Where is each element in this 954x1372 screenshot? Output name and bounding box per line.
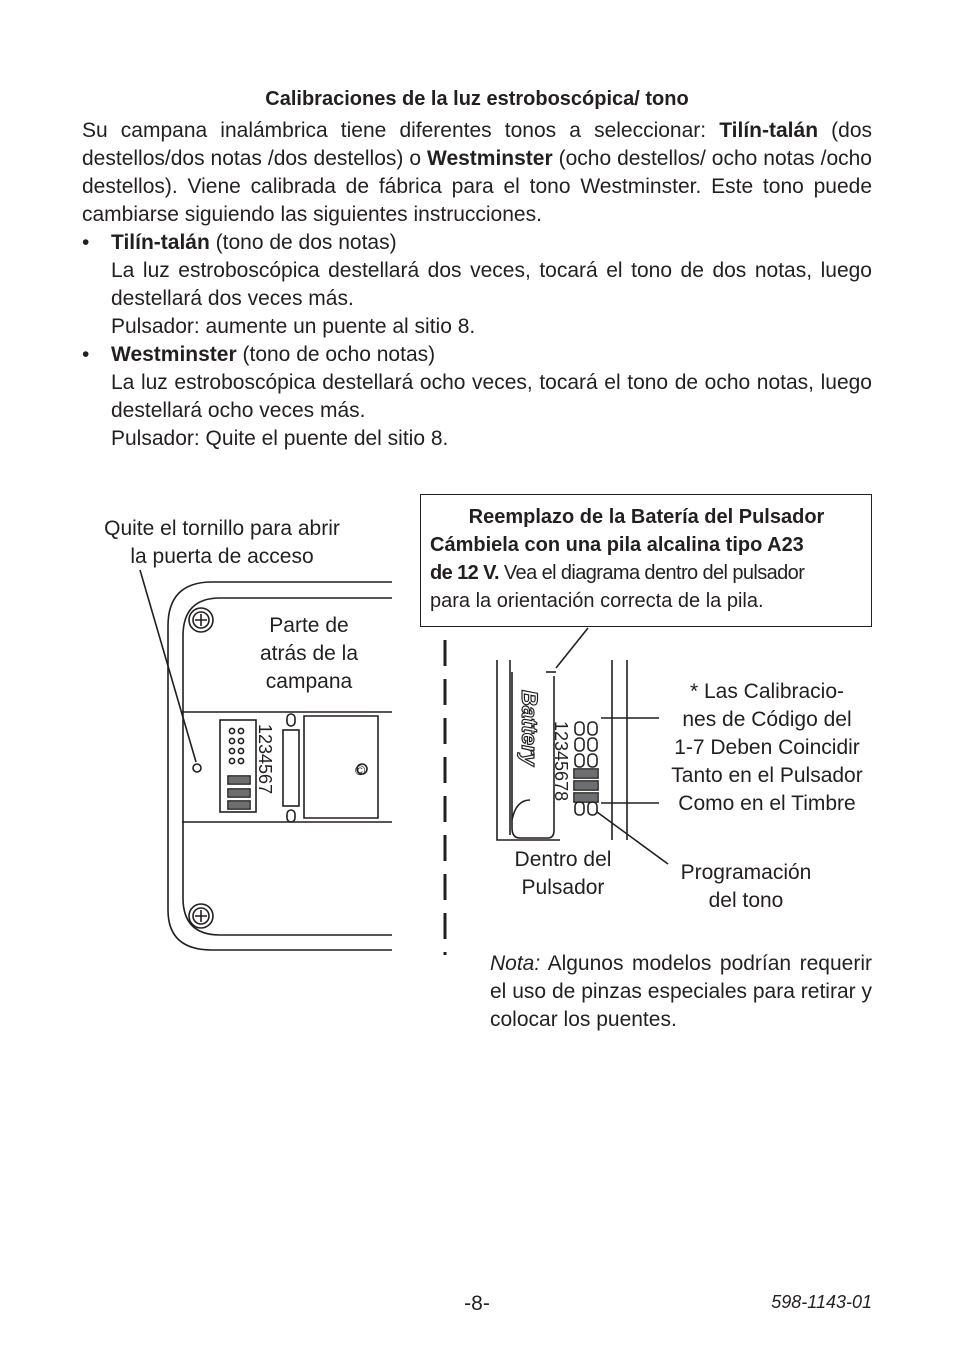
battery-box-title: Reemplazo de la Batería del Pulsador [468, 506, 825, 528]
note-text: Algunos modelos podrían requerir el uso de pinzas especiales para retirar y colocar los puentes. [490, 952, 872, 1031]
intro-bold-tilin: Tilín-talán [719, 119, 819, 142]
battery-replacement-box [420, 494, 872, 627]
section-heading: Calibraciones de la luz estroboscópica/ tono [265, 88, 689, 110]
bullet-marker: • [82, 231, 90, 254]
right-switch-numbers: 12345678 [551, 721, 571, 802]
screw-hole-icon [193, 764, 201, 772]
bullet-description: La luz estroboscópica destellará dos veces, tocará el tono de dos notas, luego destellará dos veces más. [111, 259, 872, 310]
bullet-instruction: Pulsador: aumente un puente al sitio 8. [111, 315, 476, 338]
intro-bold-westminster: Westminster [427, 147, 553, 170]
page-number: -8- [464, 1292, 490, 1315]
left-dip-switch [220, 720, 256, 812]
document-number: 598-1143-01 [771, 1292, 872, 1312]
bullet-marker: • [82, 343, 90, 366]
intro-text-2: (dos destellos/dos notas /dos destellos) o [82, 119, 872, 170]
code-settings-label: * Las Calibracio- nes de Código del 1-7 Deben Coincidir Tanto en el Pulsador Como en el Timbre [671, 680, 863, 815]
bullet-description: La luz estroboscópica destellará ocho veces, tocará el tono de ocho notas, luego destellará ocho veces más. [111, 371, 872, 422]
copyright-mark: © [355, 762, 366, 778]
bullet-title: Westminster [111, 343, 237, 366]
bullet-subtitle: (tono de dos notas) [209, 231, 397, 254]
note-label: Nota: [490, 952, 541, 975]
battery-box-line-3: para la orientación correcta de la pila. [430, 590, 764, 612]
tone-programming-label: Programación del tono [680, 861, 812, 912]
battery-box-line-1: Cámbiela con una pila alcalina tipo A23 [430, 534, 804, 556]
intro-text-3: (ocho destellos/ ocho notas /ocho destellos). Viene calibrada de fábrica para el tono Westminster. Este tono puede cambiarse siguiendo las siguientes instrucciones. [82, 147, 872, 226]
bullet-title: Tilín-talán [111, 231, 210, 254]
intro-text-1: Su campana inalámbrica tiene diferentes tonos a seleccionar: [82, 119, 720, 142]
battery-label: Battery [517, 690, 542, 766]
chime-back-label: Parte de atrás de la campana [259, 614, 359, 693]
bullet-instruction: Pulsador: Quite el puente del sitio 8. [111, 427, 449, 450]
note-paragraph [490, 950, 872, 1034]
bullet-subtitle: (tono de ocho notas) [236, 343, 436, 366]
battery-box-line-2: de 12 V. Vea el diagrama dentro del pulsador [430, 562, 805, 584]
box-leader-line [556, 628, 588, 668]
left-switch-numbers: 1234567 [255, 724, 275, 795]
inside-pushbutton-label: Dentro del Pulsador [514, 848, 612, 899]
screw-label: Quite el tornillo para abrir la puerta de acceso [104, 517, 340, 568]
